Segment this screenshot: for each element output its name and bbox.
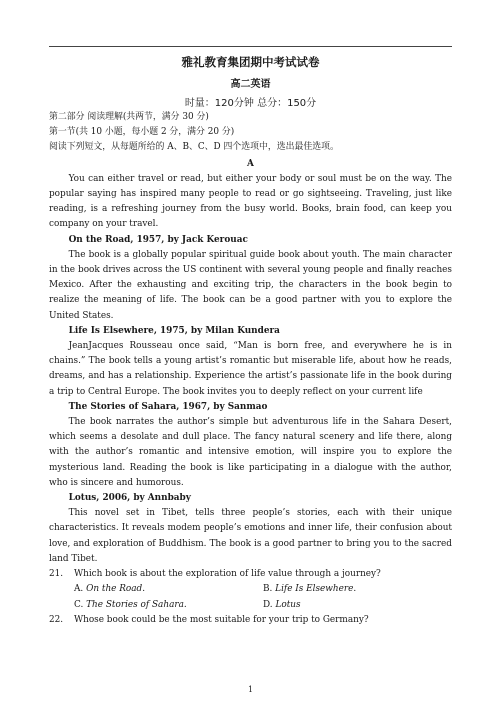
option-text: Lotus bbox=[275, 599, 301, 610]
book-title: Life Is Elsewhere, 1975, by Milan Kundera bbox=[68, 325, 280, 336]
options-row bbox=[49, 582, 452, 597]
option-letter: C. bbox=[74, 599, 84, 610]
passage-intro: You can either travel or read, but either your body or soul must be on the way. The popular saying has inspired many people to read or go sightseeing. Traveling, just like reading, is a refreshing journey from the busy world. Books, brain food, can keep you company on your travel. bbox=[49, 173, 452, 230]
option-a[interactable] bbox=[74, 582, 263, 597]
question-number: 22. bbox=[49, 614, 64, 625]
exam-content bbox=[49, 110, 452, 628]
book-description: The book is a globally popular spiritual guide book about youth. The main character in the book drives across the US continent with several young people and finally reaches Mexico. After the exhausting and exciting trip, the characters in the book begin to realize the meaning of life. The book can be a good partner with you to explore the United States. bbox=[49, 249, 452, 321]
option-b[interactable] bbox=[263, 582, 452, 597]
exam-meta: 时量：120分钟 总分：150分 bbox=[184, 98, 317, 109]
passage-label: A bbox=[247, 158, 254, 169]
question-text: Whose book could be the most suitable for your trip to Germany? bbox=[74, 614, 369, 625]
option-c[interactable] bbox=[74, 598, 263, 613]
part-heading: 第二部分 阅读理解(共两节，满分 30 分) bbox=[49, 112, 209, 122]
option-letter: B. bbox=[263, 584, 273, 595]
exam-title: 雅礼教育集团期中考试试卷 bbox=[181, 55, 320, 69]
option-text: Life Is Elsewhere. bbox=[275, 584, 357, 595]
question-21 bbox=[49, 567, 452, 582]
book-title: Lotus, 2006, by Annbaby bbox=[68, 493, 191, 504]
question-text: Which book is about the exploration of life value through a journey? bbox=[74, 569, 381, 580]
book-title: The Stories of Sahara, 1967, by Sanmao bbox=[68, 401, 268, 412]
book-description: JeanJacques Rousseau once said, “Man is born free, and everywhere he is in chains.” The book tells a young artist’s romantic but miserable life, about how he reads, dreams, and has a relationship. Experience the artist’s passionate life in the book during a trip to Central Europe. The book invites you to deeply reflect on your current life bbox=[49, 341, 452, 397]
header-rule bbox=[49, 46, 452, 47]
option-letter: A. bbox=[74, 584, 84, 595]
question-number: 21. bbox=[49, 569, 64, 580]
book-description: The book narrates the author’s simple but adventurous life in the Sahara Desert, which seems a desolate and dull place. The fancy natural scenery and life there, along with the author’s romantic and intensive emotion, will inspire you to explore the mysterious land. Reading the book is like participating in a dialogue with the author, who is sincere and humorous. bbox=[49, 417, 452, 488]
exam-page bbox=[49, 0, 452, 706]
option-letter: D. bbox=[263, 599, 273, 610]
book-description: This novel set in Tibet, tells three people’s stories, each with their unique characteristics. It reveals modem people’s emotions and inner life, their confusion about love, and exploration of Buddhism. The book is a good partner to bring you to the sacred land Tibet. bbox=[49, 508, 452, 564]
question-22 bbox=[49, 613, 452, 628]
option-text: On the Road. bbox=[86, 584, 146, 595]
book-title: On the Road, 1957, by Jack Kerouac bbox=[68, 234, 248, 245]
section-heading: 第一节(共 10 小题，每小题 2 分，满分 20 分) bbox=[49, 127, 235, 138]
option-d[interactable] bbox=[263, 598, 452, 613]
page-number: 1 bbox=[247, 685, 254, 694]
exam-subject: 高二英语 bbox=[230, 79, 271, 90]
options-row bbox=[49, 598, 452, 613]
option-text: The Stories of Sahara. bbox=[86, 599, 187, 610]
directions: 阅读下列短文，从每题所给的 A、B、C、D 四个选项中，选出最佳选项。 bbox=[49, 142, 339, 153]
